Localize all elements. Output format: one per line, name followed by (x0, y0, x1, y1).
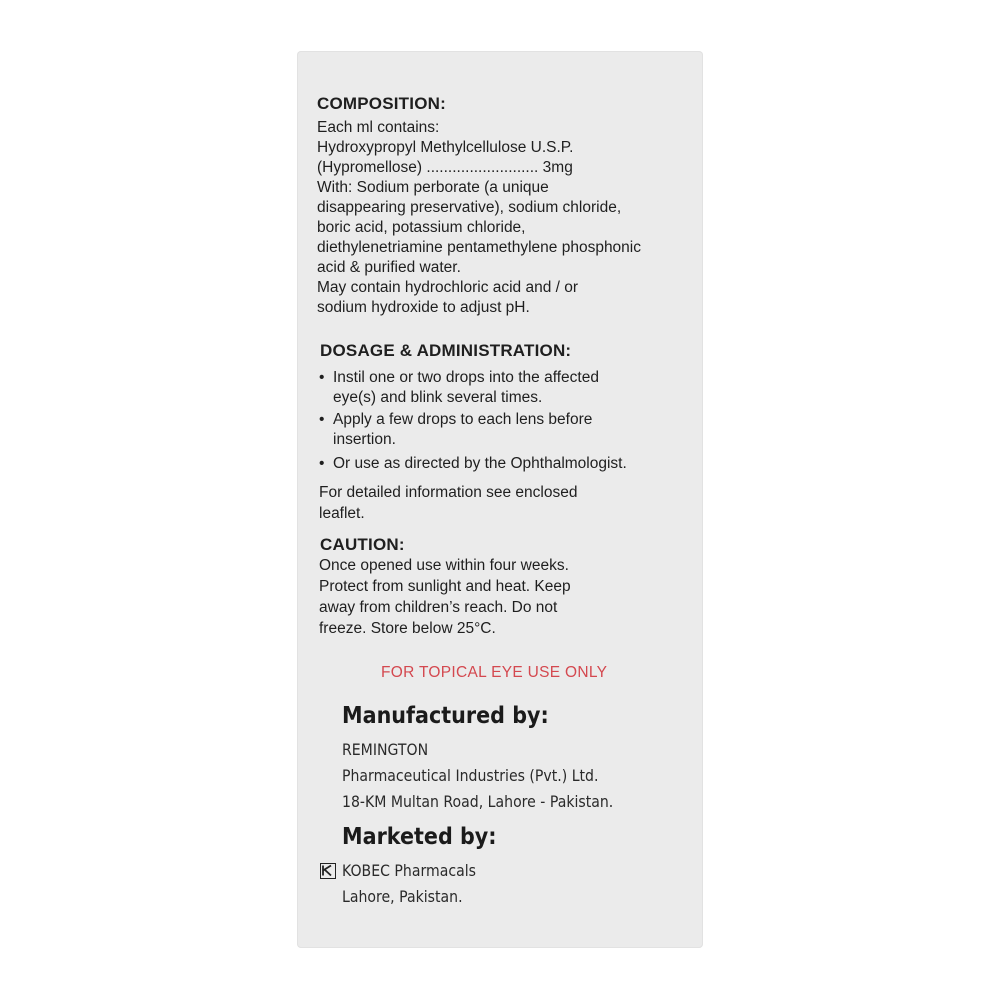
topical-use-warning: FOR TOPICAL EYE USE ONLY (381, 664, 608, 681)
marketer-line: Lahore, Pakistan. (342, 887, 463, 906)
dosage-bullet-text: insertion. (333, 431, 396, 448)
dosage-bullet-text: Or use as directed by the Ophthalmologist. (333, 455, 627, 472)
marketer-heading: Marketed by: (342, 824, 497, 850)
dosage-bullet-text: Instil one or two drops into the affected (333, 369, 599, 386)
dosage-note: leaflet. (319, 505, 365, 522)
bullet-icon: • (319, 369, 325, 386)
dosage-bullet-text: eye(s) and blink several times. (333, 389, 543, 406)
kobec-logo-icon (320, 863, 336, 879)
marketer-line: KOBEC Pharmacals (342, 861, 476, 880)
caution-line: freeze. Store below 25°C. (319, 620, 496, 637)
dosage-bullet-text: Apply a few drops to each lens before (333, 411, 593, 428)
label-card (297, 51, 703, 948)
manufacturer-line: REMINGTON (342, 740, 429, 759)
caution-line: Protect from sunlight and heat. Keep (319, 578, 571, 595)
bullet-icon: • (319, 455, 325, 472)
manufacturer-line: 18-KM Multan Road, Lahore - Pakistan. (342, 792, 614, 811)
manufacturer-heading: Manufactured by: (342, 703, 549, 729)
dosage-heading: DOSAGE & ADMINISTRATION: (320, 341, 572, 360)
composition-line: With: Sodium perborate (a unique (317, 179, 549, 196)
dosage-note: For detailed information see enclosed (319, 484, 578, 501)
composition-line: May contain hydrochloric acid and / or (317, 279, 579, 296)
caution-line: Once opened use within four weeks. (319, 557, 569, 574)
composition-line: boric acid, potassium chloride, (317, 219, 526, 236)
label-content (297, 51, 703, 948)
manufacturer-line: Pharmaceutical Industries (Pvt.) Ltd. (342, 766, 599, 785)
composition-line: (Hypromellose) .......................... 3mg (317, 159, 573, 176)
composition-line: sodium hydroxide to adjust pH. (317, 299, 530, 316)
composition-heading: COMPOSITION: (317, 94, 446, 113)
composition-line: diethylenetriamine pentamethylene phosphonic (317, 239, 641, 256)
composition-line: Each ml contains: (317, 119, 440, 136)
composition-line: Hydroxypropyl Methylcellulose U.S.P. (317, 139, 574, 156)
composition-line: acid & purified water. (317, 259, 461, 276)
caution-heading: CAUTION: (320, 535, 405, 554)
composition-line: disappearing preservative), sodium chloride, (317, 199, 622, 216)
bullet-icon: • (319, 411, 325, 428)
caution-line: away from children’s reach. Do not (319, 599, 558, 616)
